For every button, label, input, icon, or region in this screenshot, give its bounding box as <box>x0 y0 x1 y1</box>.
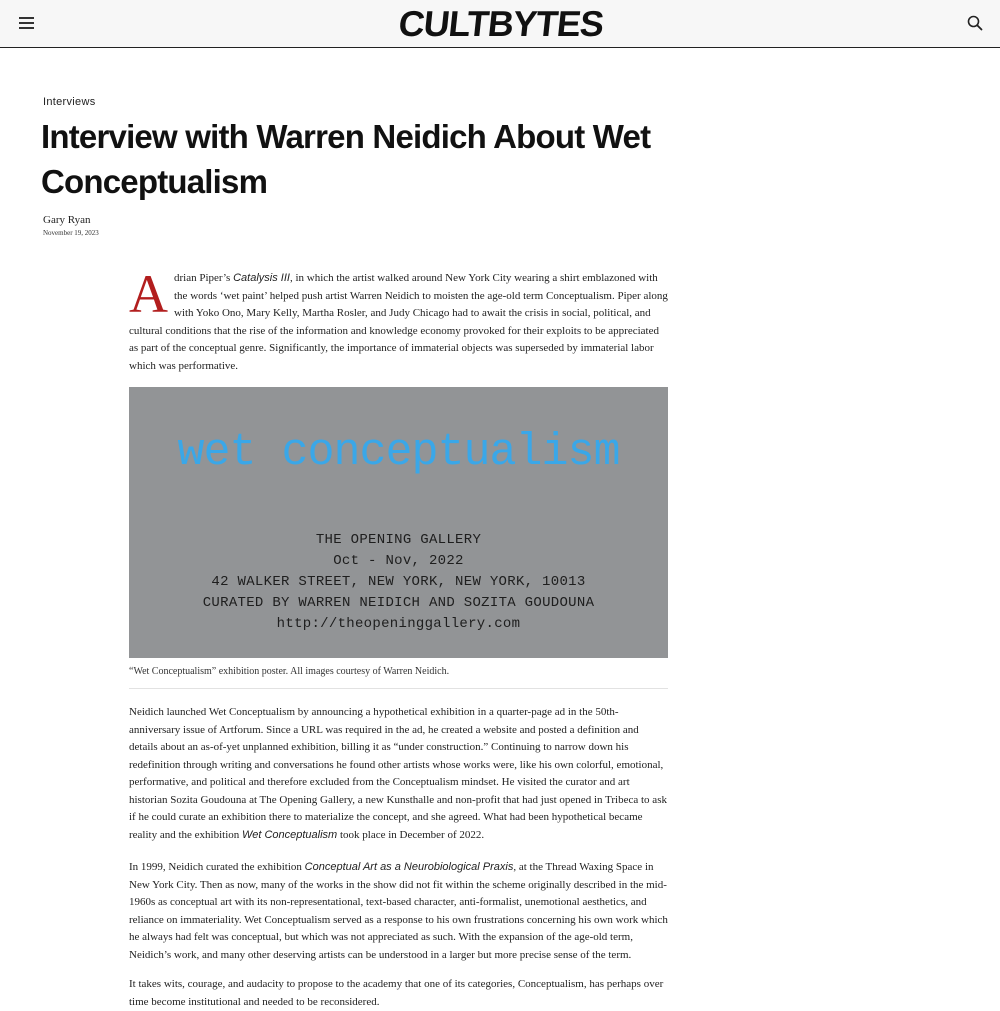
category-link[interactable]: Interviews <box>43 96 96 108</box>
site-logo[interactable] <box>388 4 612 44</box>
paragraph-text: Neidich launched Wet Conceptualism by announcing a hypothetical exhibition in a quarter-page ad in the 50th-anniversary issue of Artforum. Since a URL was required in the ad, he created a website and posted a definition and details about an as-of-yet unplanned exhibition, billing it as “under construction.” Continuing to narrow down his redefinition through writing and conversations he found other artists whose works were, like his own colorful, emotional, performative, and political and therefore excluded from the Conceptualism mindset. He visited the curator and art historian Sozita Goudouna at The Opening Gallery, a new Kunsthalle and non-profit that had just opened in Tribeca to ask if he could curate an exhibition there to materialize the concept, and she agreed. What had been hypothetical became reality and the exhibition <box>129 706 667 841</box>
divider <box>129 688 668 689</box>
poster-title: wet conceptualism <box>177 427 620 478</box>
site-header <box>0 0 1000 48</box>
author-link[interactable]: Gary Ryan <box>43 214 91 226</box>
drop-cap: A <box>129 264 168 324</box>
body-paragraph <box>129 704 669 844</box>
poster-gallery: THE OPENING GALLERY <box>315 532 482 548</box>
paragraph-text: It takes wits, courage, and audacity to propose to the academy that one of its categories, Conceptualism, has perhaps over time become institutional and needed to be reconsidered. <box>129 978 664 1008</box>
body-paragraph <box>129 859 669 964</box>
paragraph-text: In 1999, Neidich curated the exhibition <box>129 861 305 873</box>
hamburger-menu-icon[interactable] <box>19 16 35 30</box>
lead-paragraph <box>129 264 669 375</box>
exhibition-title: Conceptual Art as a Neurobiological Praxis <box>304 861 514 873</box>
poster-url: http://theopeninggallery.com <box>276 616 521 632</box>
menu-bar <box>19 17 34 19</box>
paragraph-text: , at the Thread Waxing Space in New York City. Then as now, many of the works in the show did not fit within the scheme originally described in the mid-1960s as conceptual art with its non-representational, text-based character, anti-formalist, unemotional aesthetics, and reliance on immateriality. Wet Conceptualism served as a response to his own frustrations concerning his own work which he always had felt was conceptual, but which was not appreciated as such. With the expansion of the age-old term, Neidich’s work, and many other deserving artists can be understood in a larger but more precise sense of the term. <box>129 861 668 961</box>
lead-text: drian Piper’s <box>174 272 234 284</box>
article-title: Interview with Warren Neidich About Wet Conceptualism <box>41 118 651 200</box>
paragraph-text: took place in December of 2022. <box>337 828 485 841</box>
poster-dates: Oct - Nov, 2022 <box>333 553 464 569</box>
artwork-title: Catalysis III <box>233 272 290 284</box>
svg-text:CULTBYTES: CULTBYTES <box>396 3 606 44</box>
image-caption: “Wet Conceptualism” exhibition poster. All images courtesy of Warren Neidich. <box>129 666 450 677</box>
poster-curators: CURATED BY WARREN NEIDICH AND SOZITA GOUDOUNA <box>202 595 595 611</box>
exhibition-title: Wet Conceptualism <box>242 828 338 841</box>
exhibition-poster-image <box>129 387 668 658</box>
body-paragraph <box>129 976 669 1011</box>
menu-bar <box>19 27 34 29</box>
lead-text: , in which the artist walked around New York City wearing a shirt emblazoned with the words ‘wet paint’ helped push artist Warren Neidich to moisten the age-old term Conceptualism. Piper along with Yoko Ono, Mary Kelly, Martha Rosler, and Judy Chicago had to await the crisis in social, political, and cultural conditions that the rise of the information and knowledge economy provoked for their exploits to be appreciated as part of the conceptual genre. Significantly, the importance of immaterial objects was superseded by immaterial labor which was performative. <box>129 272 668 372</box>
search-icon[interactable] <box>966 14 984 32</box>
menu-bar <box>19 22 34 24</box>
publish-date: November 19, 2023 <box>43 229 99 237</box>
poster-address: 42 WALKER STREET, NEW YORK, NEW YORK, 10013 <box>211 574 586 590</box>
poster-details <box>129 530 668 635</box>
